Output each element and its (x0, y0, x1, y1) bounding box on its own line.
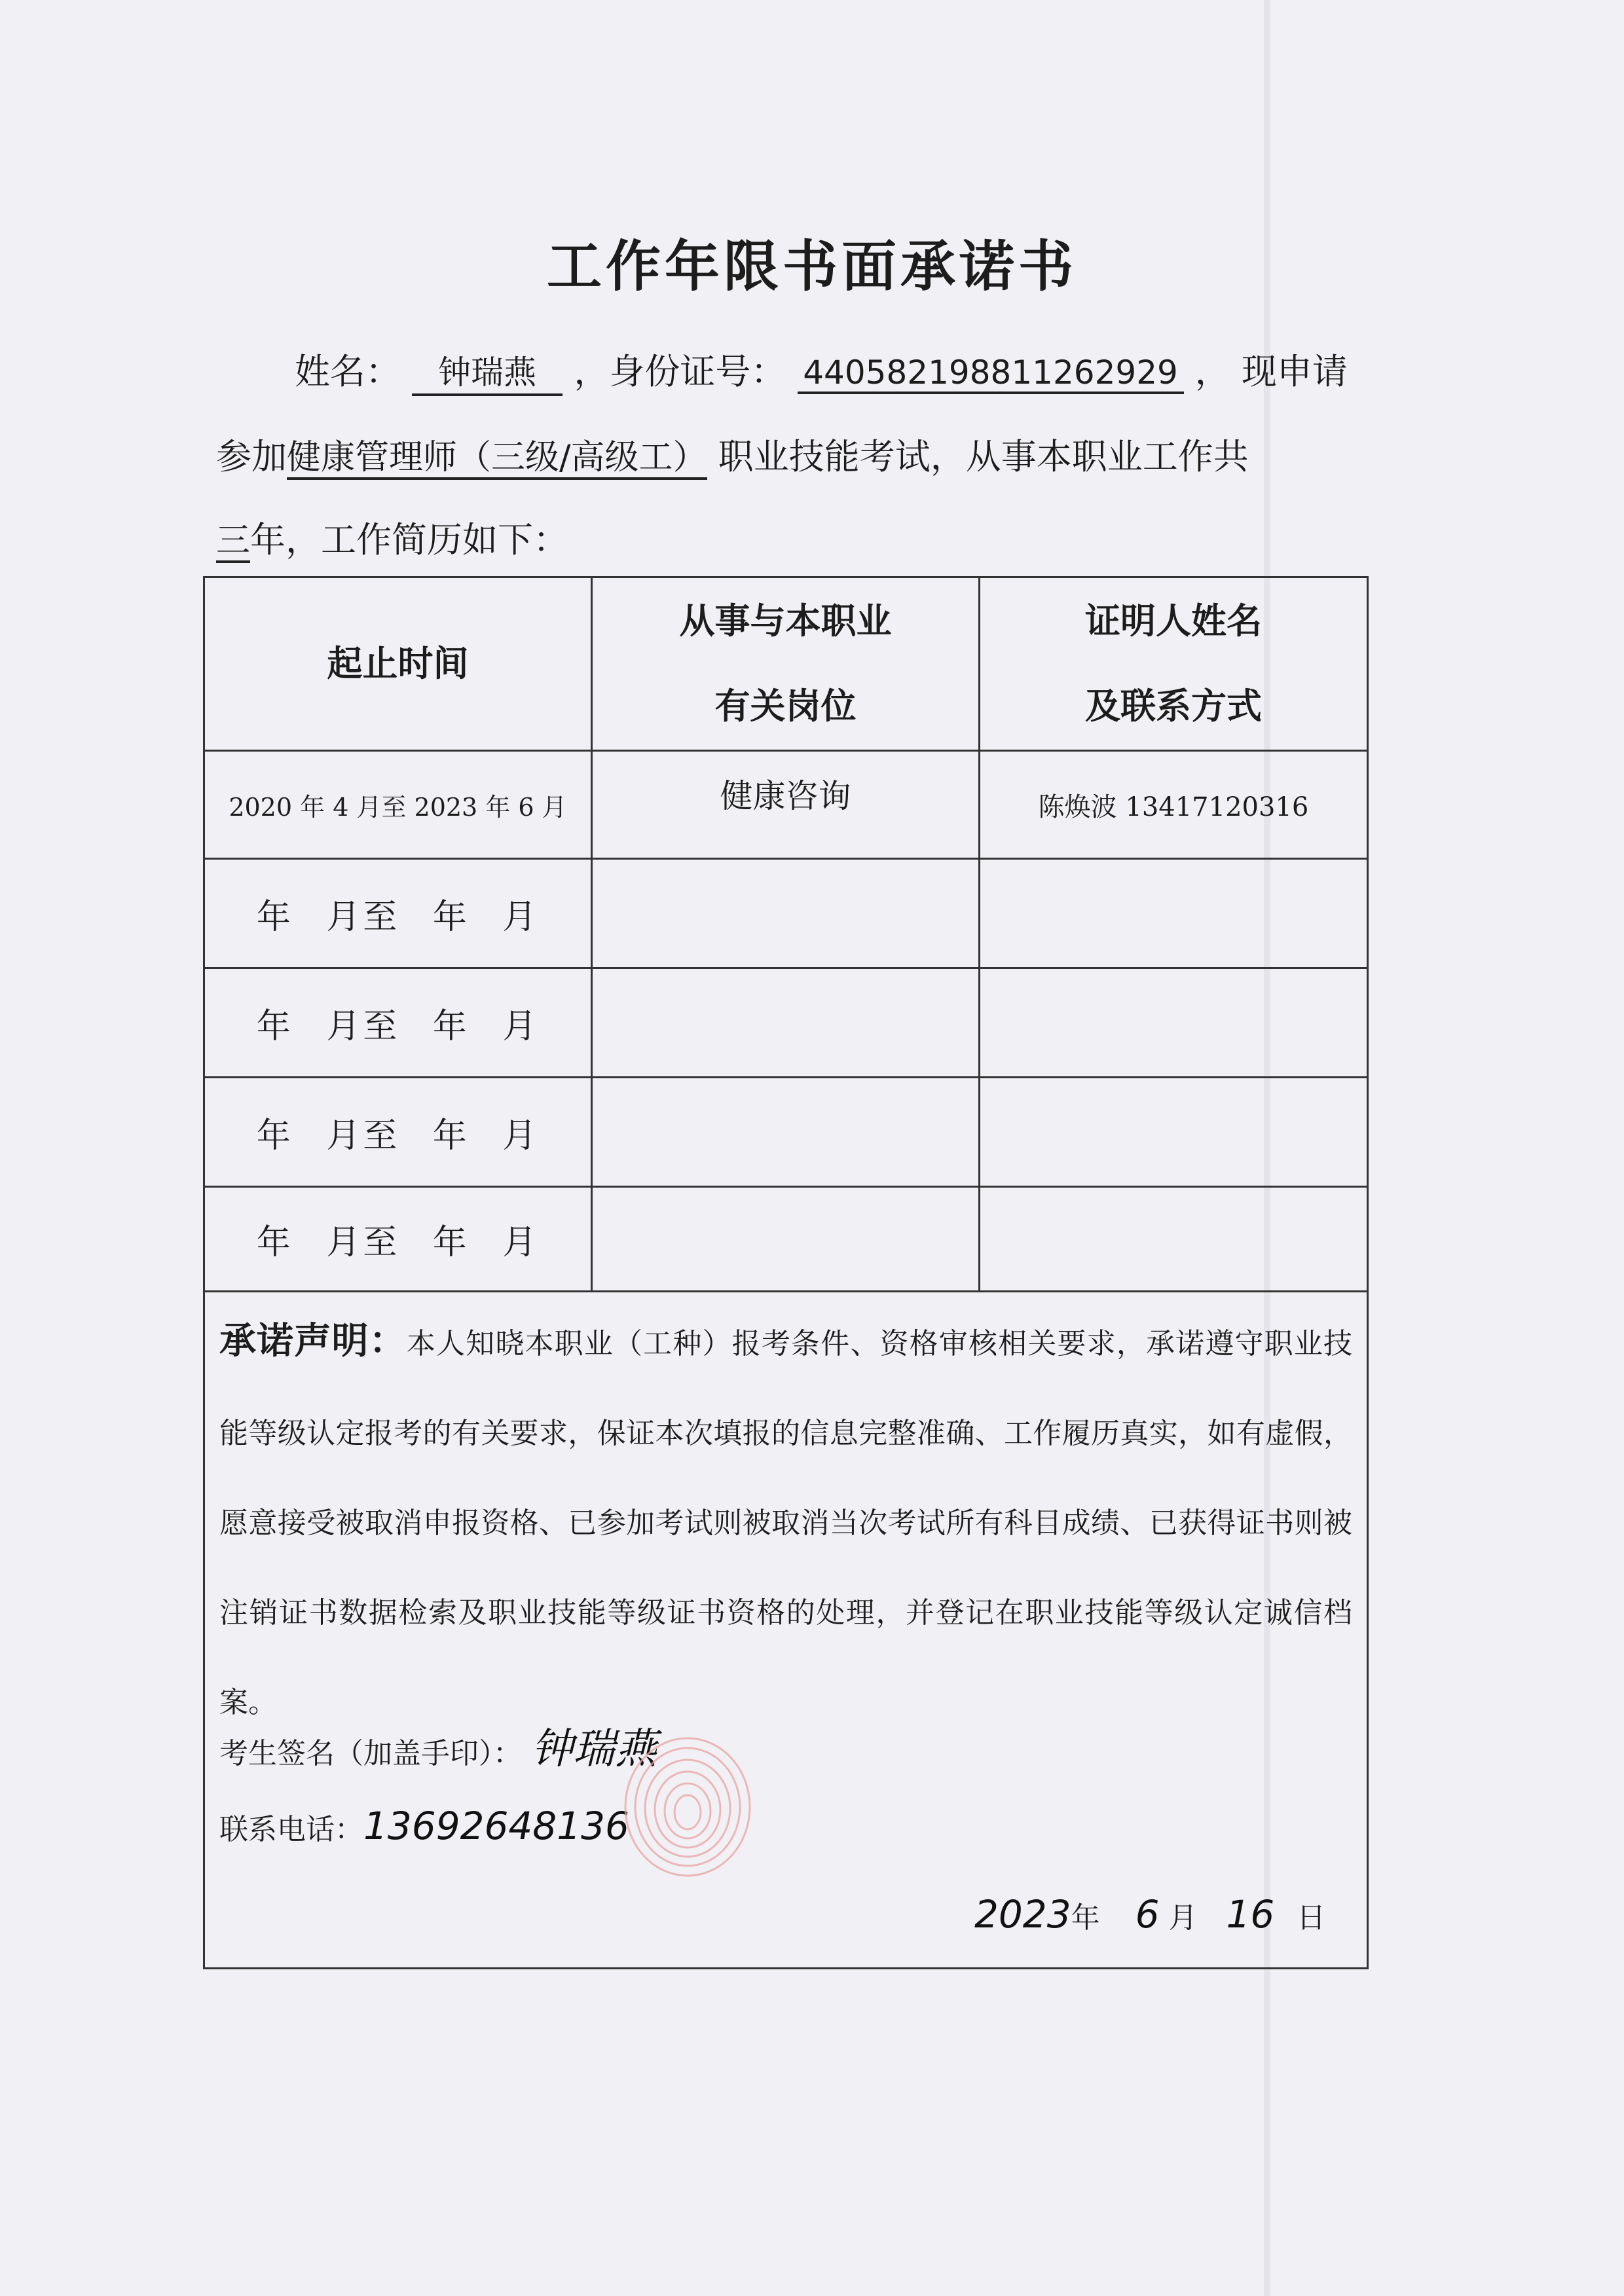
phone-label: 联系电话： (219, 1813, 363, 1846)
id-number-field: 440582198811262929 (798, 354, 1184, 394)
years-suffix: 年，工作简历如下： (250, 519, 569, 560)
date-month-unit: 月 (1168, 1901, 1198, 1935)
pledge-statement (219, 1296, 1352, 1747)
header-ref-line2: 及联系方式 (1085, 685, 1262, 727)
row-period: 年 月至 年 月 (204, 968, 592, 1078)
name-field: 钟瑞燕 (412, 346, 563, 396)
phone-handwritten: 13692648136 (363, 1804, 629, 1848)
header-reference (980, 577, 1368, 751)
document-title: 工作年限书面承诺书 (546, 234, 1077, 299)
table-row (204, 968, 1368, 1078)
id-label: ，身份证号： (574, 351, 786, 392)
header-ref-line1: 证明人姓名 (1085, 600, 1262, 642)
work-history-table (203, 576, 1369, 1292)
row-reference (980, 1187, 1368, 1292)
years-line (216, 512, 568, 562)
occupation-field: 健康管理师（三级/高级工） (287, 438, 707, 480)
header-period: 起止时间 (204, 577, 592, 751)
table-row (204, 1187, 1368, 1292)
row-reference (980, 859, 1368, 968)
row-job (592, 968, 980, 1078)
phone-row (219, 1804, 629, 1848)
row-reference (980, 968, 1368, 1078)
date-day-unit: 日 (1297, 1901, 1326, 1935)
pledge-body: 本人知晓本职业（工种）报考条件、资格审核相关要求，承诺遵守职业技能等级认定报考的有关要求，保证本次填报的信息完整准确、工作履历真实，如有虚假，愿意接受被取消申报资格、已参加考试则被取消当次考试所有科目成绩、已获得证书则被注销证书数据检索及职业技能等级证书资格的处理，并登记在职业技能等级认定诚信档案。 (219, 1327, 1353, 1719)
table-row (204, 1078, 1368, 1187)
pledge-section (203, 1290, 1369, 1969)
table-header-row (204, 577, 1368, 751)
name-label: 姓名： (295, 351, 401, 392)
date-year: 2023 (974, 1892, 1071, 1937)
row-period: 年 月至 年 月 (204, 859, 592, 968)
table-row (204, 859, 1368, 968)
applicant-line (295, 344, 1348, 396)
header-job (592, 577, 980, 751)
pledge-heading: 承诺声明： (219, 1320, 407, 1362)
row-reference: 陈焕波 13417120316 (980, 751, 1368, 859)
intro-tail: ， 现申请 (1194, 351, 1348, 392)
apply-prefix: 参加 (216, 436, 287, 477)
fingerprint-stamp (612, 1728, 763, 1879)
table-row (204, 751, 1368, 859)
row-job: 健康咨询 (592, 751, 980, 859)
signature-handwritten: 钟瑞燕 (531, 1725, 657, 1774)
date-day: 16 (1226, 1892, 1275, 1937)
row-reference (980, 1078, 1368, 1187)
row-period: 年 月至 年 月 (204, 1187, 592, 1292)
row-job (592, 859, 980, 968)
date-month: 6 (1135, 1892, 1160, 1937)
header-job-line2: 有关岗位 (714, 685, 857, 727)
header-job-line1: 从事与本职业 (679, 600, 892, 642)
apply-suffix: 职业技能考试，从事本职业工作共 (718, 436, 1249, 477)
row-period: 年 月至 年 月 (204, 1078, 592, 1187)
occupation-line (216, 429, 1249, 479)
row-job (592, 1078, 980, 1187)
date-year-unit: 年 (1071, 1901, 1100, 1935)
date-row (974, 1892, 1325, 1937)
signature-label: 考生签名（加盖手印）： (219, 1737, 522, 1770)
signature-row (219, 1715, 657, 1776)
row-period: 2020 年 4 月至 2023 年 6 月 (204, 751, 592, 859)
row-job (592, 1187, 980, 1292)
years-field: 三 (216, 521, 250, 563)
